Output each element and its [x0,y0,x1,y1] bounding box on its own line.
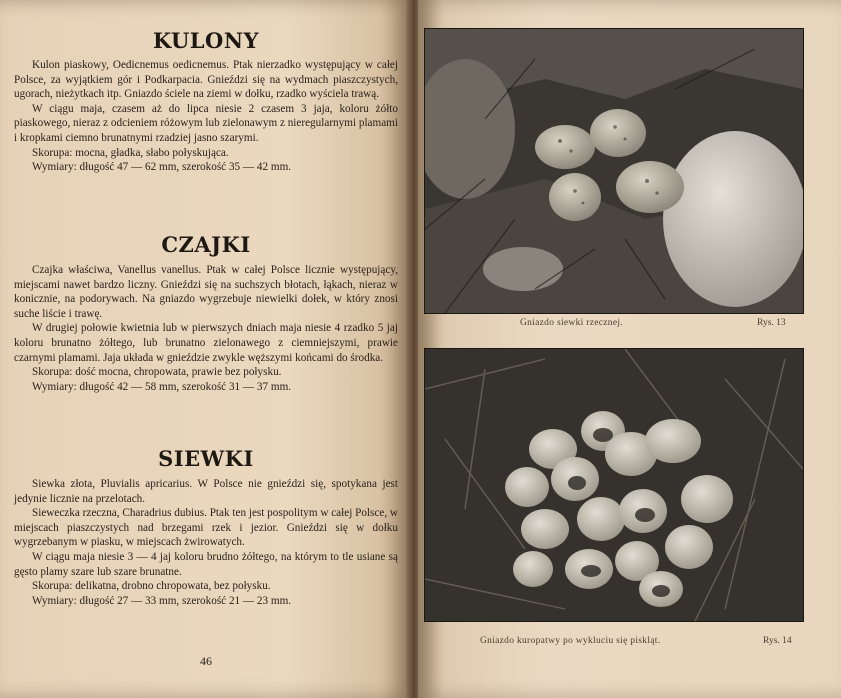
paragraph: Kulon piaskowy, Oedicnemus oedicnemus. Ptak nierzadko występujący w całej Polsce, za wyjątkiem gór i Podkarpacia. Gnieździ się na wydmach piaszczystych, ugorach, nieżytkach itp. Gniazdo ściele na ziemi w dołku, rzadko wyściela trawą. [14,59,398,101]
section-text-siewki [14,477,398,608]
page-number: 46 [200,654,212,668]
paragraph: W drugiej połowie kwietnia lub w pierwszych dniach maja niesie 4 rzadko 5 jaj koloru brunatno żółtego, lub brunatno zielonawego z ciemniejszymi, prawie czarnymi plamami. Jaja układa w gnieździe zwykle węższymi końcami do środka. [14,322,398,364]
left-page [0,0,412,698]
paragraph: Wymiary: długość 42 — 58 mm, szerokość 31 — 37 mm. [32,380,292,393]
section-heading-czajki: CZAJKI [161,232,251,257]
figure-caption: Gniazdo kuropatwy po wykluciu się piskląt. [480,636,661,646]
nest-photo-partridge [424,348,804,622]
partridge-nest-image [425,349,803,621]
figure-label: Rys. 13 [757,318,786,328]
paragraph: W ciągu maja niesie 3 — 4 jaj koloru brudno żółtego, na którym to tle usiane są gęsto plamy szare lub szare brunatne. [14,550,398,578]
paragraph: Skorupa: delikatna, drobno chropowata, bez połysku. [32,580,271,593]
paragraph: Skorupa: dość mocna, chropowata, prawie bez połysku. [32,366,282,379]
figure-caption: Gniazdo siewki rzecznej. [520,318,623,328]
paragraph: W ciągu maja, czasem aż do lipca niesie 2 czasem 3 jaja, koloru żółto piaskowego, nieraz z odcieniem różowym lub zielonawym z nieregularnymi plamami i kropkami ciemno brunatnymi rzadziej jasno szarymi. [14,102,398,144]
figure-label: Rys. 14 [763,636,792,646]
paragraph: Siewka złota, Pluvialis apricarius. W Polsce nie gnieździ się, spotykana jest jedynie licznie na przelotach. [14,478,398,505]
section-heading-siewki: SIEWKI [158,446,254,471]
paragraph: Czajka właściwa, Vanellus vanellus. Ptak w całej Polsce licznie występujący, miejscami nawet bardzo liczny. Gnieździ się na suchszych błotach, łąkach, nieraz w konicznie, na podorywach. Na gniazdo wygrzebuje niewielki dołek, w który znosi suche liście i trawę. [14,264,398,320]
section-heading-kulony: KULONY [152,28,260,53]
section-text-czajki [14,263,398,394]
paragraph: Wymiary: długość 27 — 33 mm, szerokość 21 — 23 mm. [32,594,292,607]
paragraph: Sieweczka rzeczna, Charadrius dubius. Ptak ten jest pospolitym w całej Polsce, w miejscach piaszczystych nad brzegami rzek i jezior. Gnieździ się w dołku wygrzebanym w piasku, w miejscach żwirowatych. [14,507,398,549]
section-text-kulony [14,58,398,175]
nest-photo-plover [424,28,804,314]
paragraph: Wymiary: długość 47 — 62 mm, szerokość 35 — 42 mm. [32,161,292,174]
paragraph: Skorupa: mocna, gładka, słabo połyskująca. [32,146,229,159]
plover-nest-image [425,29,803,313]
